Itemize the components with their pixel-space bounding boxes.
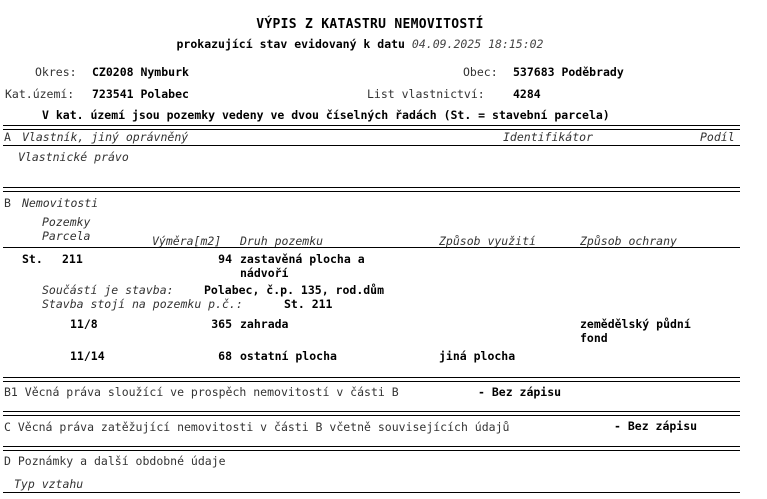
row-vymera: 68	[218, 349, 232, 363]
section-b-top-rule	[3, 187, 740, 192]
section-c-value: - Bez zápisu	[614, 419, 698, 433]
section-b1-top-rule	[3, 377, 740, 382]
row-druh-line1: zastavěná plocha a	[240, 252, 365, 266]
section-b-letter: B	[4, 196, 11, 210]
row-druh: zahrada	[240, 317, 289, 331]
section-b-title: Nemovitosti	[22, 196, 99, 210]
document-subtitle	[0, 37, 720, 51]
okres-value: CZ0208 Nymburk	[92, 65, 189, 79]
section-d-top-rule	[3, 446, 740, 451]
col-druh: Druh pozemku	[240, 234, 324, 248]
section-b1-label: B1 Věcná práva sloužící ve prospěch nemovitostí v části B	[4, 385, 399, 399]
col-zpusob-ochrany: Způsob ochrany	[580, 234, 677, 248]
section-a-letter: A	[4, 130, 11, 144]
row-parcela: 211	[62, 252, 83, 266]
section-c-top-rule	[3, 411, 740, 416]
col-vymera: Výměra[m2]	[152, 234, 222, 248]
katuzemi-value: 723541 Polabec	[92, 87, 189, 101]
list-value: 4284	[513, 87, 541, 101]
section-d-typ-vztahu: Typ vztahu	[14, 477, 84, 491]
row-vymera: 365	[211, 317, 232, 331]
section-a-col-owner: Vlastník, jiný oprávněný	[22, 130, 189, 144]
row-parcela: 11/14	[70, 349, 105, 363]
stoji-label: Stavba stojí na pozemku p.č.:	[42, 297, 243, 311]
subtitle-label: prokazující stav evidovaný k datu	[176, 37, 405, 51]
stoji-value: St. 211	[284, 297, 333, 311]
section-d-label: D Poznámky a další obdobné údaje	[4, 454, 226, 468]
row-parcela: 11/8	[70, 317, 98, 331]
section-d-header-rule	[3, 492, 740, 493]
section-a-col-share: Podíl	[700, 130, 735, 144]
okres-label: Okres:	[35, 65, 77, 79]
list-label: List vlastnictví:	[367, 87, 485, 101]
col-zpusob-vyuziti: Způsob využití	[439, 234, 536, 248]
row-vymera: 94	[218, 252, 232, 266]
stavba-value: Polabec, č.p. 135, rod.dům	[204, 283, 385, 297]
row-ochrana-line2: fond	[580, 331, 608, 345]
section-a-header-rule	[3, 145, 740, 146]
row-parcela-prefix: St.	[22, 252, 43, 266]
document-title: VÝPIS Z KATASTRU NEMOVITOSTÍ	[256, 17, 484, 32]
row-druh: ostatní plocha	[240, 349, 337, 363]
section-a-ownership-right: Vlastnické právo	[18, 150, 129, 164]
row-zpusob-vyuziti: jiná plocha	[439, 349, 516, 363]
section-b-header-rule	[3, 247, 740, 248]
stavba-label: Součástí je stavba:	[42, 283, 174, 297]
obec-value: 537683 Poděbrady	[513, 65, 624, 79]
katuzemi-label: Kat.území:	[5, 87, 75, 101]
row-ochrana-line1: zemědělský půdní	[580, 317, 691, 331]
section-b-subtitle: Pozemky	[42, 215, 91, 229]
row-druh-line2: nádvoří	[240, 266, 289, 280]
subtitle-date: 04.09.2025 18:15:02	[411, 37, 544, 51]
katuzemi-note: V kat. území jsou pozemky vedeny ve dvou číselných řadách (St. = stavební parcela)	[42, 108, 610, 122]
section-c-label: C Věcná práva zatěžující nemovitosti v části B včetně souvisejících údajů	[4, 420, 510, 434]
col-parcela: Parcela	[42, 229, 91, 243]
section-b1-value: - Bez zápisu	[478, 385, 562, 399]
obec-label: Obec:	[463, 65, 498, 79]
section-a-col-identifier: Identifikátor	[503, 130, 594, 144]
